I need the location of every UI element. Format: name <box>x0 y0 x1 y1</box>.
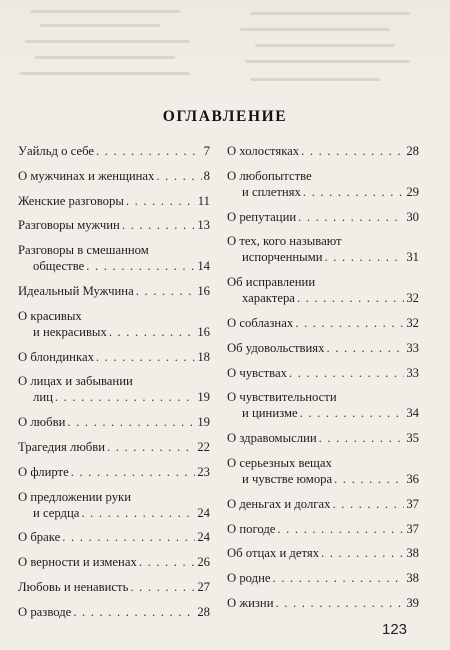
toc-entry <box>227 455 419 487</box>
toc-entry <box>18 414 210 430</box>
dot-leader <box>107 439 195 455</box>
toc-entry <box>227 521 419 537</box>
toc-entry <box>18 168 210 184</box>
toc-entry-title: О репутации <box>227 209 297 224</box>
toc-entry-title: О соблазнах <box>227 315 294 330</box>
toc-entry-page: 23 <box>197 464 210 479</box>
toc-entry <box>18 373 210 405</box>
toc-entry-page: 32 <box>406 315 419 330</box>
toc-entry <box>227 365 419 381</box>
toc-entry-title: Об отцах и детях <box>227 546 320 561</box>
dot-leader <box>81 505 195 521</box>
dot-leader <box>55 389 195 405</box>
dot-leader <box>321 545 404 561</box>
toc-entry-page: 22 <box>197 439 210 454</box>
toc-entry-title: О чувствах <box>227 365 287 380</box>
toc-entry-title: и цинизме <box>242 406 298 421</box>
toc-entry-page: 39 <box>406 595 419 610</box>
toc-entry-title: О жизни <box>227 595 274 610</box>
toc-entry-title: О флирте <box>18 464 69 479</box>
dot-leader <box>289 365 404 381</box>
toc-entry-title: Любовь и ненависть <box>18 579 129 594</box>
dot-leader <box>332 496 404 512</box>
contents-title: ОГЛАВЛЕНИЕ <box>162 108 288 125</box>
toc-entry-page: 28 <box>406 144 419 158</box>
toc-entry-page: 27 <box>197 579 210 594</box>
toc-entry-title: лиц <box>33 390 53 405</box>
dot-leader <box>326 340 404 356</box>
toc-entry <box>18 283 210 299</box>
toc-entry-title-line: О тех, кого называют <box>227 234 342 249</box>
toc-entry-page: 28 <box>197 604 210 619</box>
toc-entry-title: и некрасивых <box>33 324 107 339</box>
dot-leader <box>301 143 404 159</box>
toc-entry <box>18 529 210 545</box>
toc-entry-page: 38 <box>406 571 419 586</box>
toc-entry <box>18 193 210 209</box>
dot-leader <box>298 209 404 225</box>
toc-entry <box>18 242 210 274</box>
toc-entry-title: О мужчинах и женщинах <box>18 168 155 183</box>
dot-leader <box>156 168 201 184</box>
dot-leader <box>136 283 196 299</box>
page-number: 123 <box>382 621 408 638</box>
toc-entry <box>18 143 210 159</box>
toc-entry-page: 32 <box>406 291 419 306</box>
toc-entry-page: 18 <box>197 349 210 364</box>
dot-leader <box>73 604 195 620</box>
toc-entry-title: и чувстве юмора <box>242 471 333 486</box>
toc-entry-title-line: Разговоры в смешанном <box>18 243 149 258</box>
dot-leader <box>319 430 405 446</box>
toc-entry-title: и сердца <box>33 505 80 520</box>
toc-entry <box>18 308 210 340</box>
toc-entry-page: 36 <box>406 471 419 486</box>
toc-entry-page: 34 <box>406 406 419 421</box>
toc-entry <box>227 233 419 265</box>
toc-entry-title: Идеальный Мужчина <box>18 283 134 298</box>
bleed-through-area <box>0 0 450 110</box>
toc-left-column <box>18 143 210 629</box>
toc-entry-page: 29 <box>406 184 419 199</box>
dot-leader <box>96 143 202 159</box>
toc-entry-page: 11 <box>197 193 210 208</box>
toc-entry-page: 16 <box>197 324 210 339</box>
toc-entry-page: 7 <box>203 144 210 158</box>
toc-entry <box>18 349 210 365</box>
toc-entry-page: 37 <box>406 496 419 511</box>
toc-entry <box>227 340 419 356</box>
toc-entry-title: О холостяках <box>227 144 300 158</box>
toc-entry <box>18 439 210 455</box>
toc-entry-title: Об удовольствиях <box>227 340 325 355</box>
dot-leader <box>277 521 404 537</box>
toc-entry-title: испорченными <box>242 250 323 265</box>
toc-entry-title: Трагедия любви <box>18 439 106 454</box>
dot-leader <box>122 217 195 233</box>
toc-entry-title: Разговоры мужчин <box>18 218 120 233</box>
toc-entry-title: О деньгах и долгах <box>227 496 331 511</box>
toc-entry <box>227 274 419 306</box>
toc-entry-title: О любви <box>18 415 66 430</box>
toc-entry <box>18 464 210 480</box>
dot-leader <box>67 414 195 430</box>
toc-entry <box>18 217 210 233</box>
toc-entry <box>227 496 419 512</box>
toc-entry-page: 24 <box>197 530 210 545</box>
toc-entry-title-line: Об исправлении <box>227 275 316 290</box>
dot-leader <box>297 290 404 306</box>
toc-entry-title: О родне <box>227 571 271 586</box>
toc-entry <box>227 430 419 446</box>
toc-entry-page: 13 <box>197 218 210 233</box>
toc-entry-title: О здравомыслии <box>227 431 317 446</box>
toc-entry <box>18 554 210 570</box>
toc-entry-page: 26 <box>197 555 210 570</box>
toc-entry <box>227 209 419 225</box>
toc-entry-page: 38 <box>406 546 419 561</box>
dot-leader <box>300 405 405 421</box>
toc-entry <box>227 595 419 611</box>
toc-entry-title: и сплетнях <box>242 184 301 199</box>
toc-entry-page: 33 <box>406 365 419 380</box>
toc-entry-page: 16 <box>197 283 210 298</box>
toc-entry-page: 33 <box>406 340 419 355</box>
dot-leader <box>71 464 196 480</box>
toc-entry-page: 8 <box>203 168 210 183</box>
toc-entry <box>18 604 210 620</box>
toc-entry-title: характера <box>242 291 295 306</box>
dot-leader <box>275 595 404 611</box>
toc-entry-title-line: О чувствительности <box>227 390 337 405</box>
toc-entry <box>227 545 419 561</box>
toc-entry-title: О верности и изменах <box>18 555 137 570</box>
dot-leader <box>126 193 196 209</box>
toc-entry-page: 24 <box>197 505 210 520</box>
toc-entry <box>18 579 210 595</box>
dot-leader <box>130 579 195 595</box>
toc-entry <box>18 489 210 521</box>
toc-entry <box>227 315 419 331</box>
dot-leader <box>303 184 404 200</box>
toc-entry-title: О разводе <box>18 604 72 619</box>
toc-entry-title: Женские разговоры <box>18 193 124 208</box>
toc-entry-page: 35 <box>406 431 419 446</box>
toc-entry-page: 30 <box>406 209 419 224</box>
dot-leader <box>273 570 405 586</box>
toc-entry-page: 37 <box>406 521 419 536</box>
toc-entry-title-line: О красивых <box>18 308 82 323</box>
dot-leader <box>325 249 405 265</box>
toc-entry-title-line: О серьезных вещах <box>227 455 332 470</box>
dot-leader <box>139 554 195 570</box>
toc-entry-title: О браке <box>18 530 61 545</box>
toc-entry <box>227 143 419 159</box>
toc-entry-page: 19 <box>197 415 210 430</box>
dot-leader <box>334 471 404 487</box>
toc-entry-page: 14 <box>197 259 210 274</box>
toc-entry <box>227 570 419 586</box>
dot-leader <box>295 315 404 331</box>
toc-entry-page: 19 <box>197 390 210 405</box>
dot-leader <box>62 529 195 545</box>
toc-entry-title: О блондинках <box>18 349 94 364</box>
toc-right-column <box>227 143 419 620</box>
toc-entry-title: Уайльд о себе <box>18 144 95 158</box>
dot-leader <box>96 349 195 365</box>
dot-leader <box>86 258 195 274</box>
toc-entry-page: 31 <box>406 250 419 265</box>
toc-entry-title-line: О любопытстве <box>227 168 312 183</box>
toc-entry-title: О погоде <box>227 521 276 536</box>
toc-entry-title: обществе <box>33 259 85 274</box>
dot-leader <box>109 324 196 340</box>
toc-entry <box>227 389 419 421</box>
toc-entry <box>227 168 419 200</box>
toc-entry-title-line: О лицах и забывании <box>18 374 133 389</box>
toc-entry-title-line: О предложении руки <box>18 489 131 504</box>
